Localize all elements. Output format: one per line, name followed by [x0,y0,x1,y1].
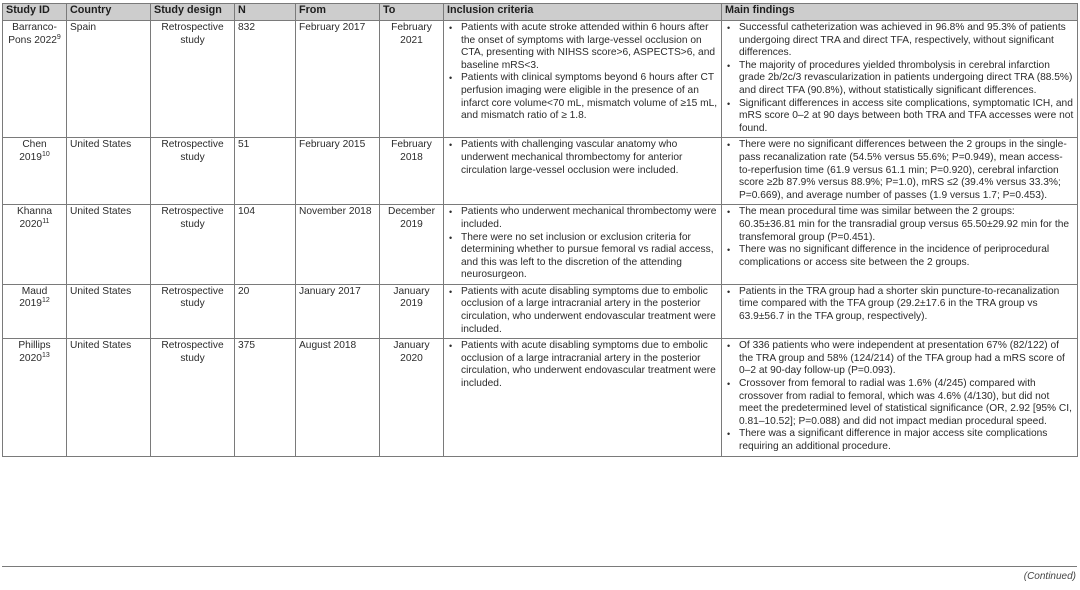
cell-main-findings [722,21,1078,138]
bullet-icon: • [727,207,731,218]
study-id-reference: 9 [56,33,61,41]
cell-from: February 2017 [296,21,380,138]
cell-inclusion-criteria-list [447,286,718,336]
inclusion-item [447,72,718,122]
header-main-findings: Main findings [722,4,1078,21]
study-id-text: Maud 2019 [19,285,48,310]
cell-study-id [3,205,67,285]
bullet-icon: • [449,207,453,218]
table-row [3,138,1078,205]
cell-study-id [3,138,67,205]
cell-inclusion-criteria [444,205,722,285]
bullet-icon: • [449,341,453,352]
finding-item-text: There was a significant difference in major access site complications requiring an additional procedure. [739,428,1048,452]
cell-main-findings [722,339,1078,456]
finding-item-text: Successful catheterization was achieved in 96.8% and 95.3% of patients undergoing direct TRA and direct TFA, respectively, without significant differences. [739,22,1066,59]
cell-main-findings [722,138,1078,205]
cell-from: February 2015 [296,138,380,205]
bullet-icon: • [727,23,731,33]
study-id-text: Chen 2019 [19,139,47,163]
cell-study-id [3,21,67,138]
study-id-reference: 11 [42,217,50,225]
finding-item [725,98,1074,136]
inclusion-item-text: Patients who underwent mechanical thrombectomy were included. [461,206,717,230]
bullet-icon: • [727,60,731,71]
cell-n: 51 [235,138,296,205]
cell-country: United States [67,205,151,285]
header-to: To [380,4,444,21]
finding-item-text: Of 336 patients who were independent at presentation 67% (82/122) of the TRA group and 58% (124/214) of the TFA group had a mRS score of 0–2 at 90-day follow-up (P=0.093). [739,340,1065,377]
continued-note: (Continued) [1023,571,1076,582]
finding-item [725,244,1074,269]
finding-item-text: The mean procedural time was similar between the 2 groups: 60.35±36.81 min for the transradial group versus 65.50±29.92 min for the transfemoral group (P=0.451). [739,206,1070,243]
finding-item-text: The majority of procedures yielded thrombolysis in cerebral infarction grade 2b/2c/3 revascularization in patients undergoing direct TRA (88.5%) and direct TFA (90.8%), without statistically significant differences. [739,59,1073,96]
study-id-reference: 12 [41,297,50,305]
bullet-icon: • [727,140,731,151]
cell-n: 832 [235,21,296,138]
header-country: Country [67,4,151,21]
inclusion-item [447,22,718,72]
finding-item [725,340,1074,378]
bullet-icon: • [727,98,731,109]
cell-from: November 2018 [296,205,380,285]
inclusion-item-text: Patients with clinical symptoms beyond 6 hours after CT perfusion imaging were eligible in the presence of an infarct core volume<70 mL, mismatch volume of ≥15 mL, and mismatch ratio of ≥ 1.8. [461,72,718,122]
table-row [3,284,1078,338]
inclusion-item-text: There were no set inclusion or exclusion criteria for determining whether to pursue femoral vs radial access, and this was left to the discretion of the attending neurosurgeon. [461,231,714,281]
inclusion-item-text: Patients with challenging vascular anatomy who underwent mechanical thrombectomy for anterior circulation large-vessel occlusion were included. [461,139,683,176]
cell-inclusion-criteria-list [447,206,718,282]
cell-country: United States [67,339,151,456]
finding-item [725,60,1074,98]
header-n: N [235,4,296,21]
study-id-reference: 13 [41,351,50,359]
cell-to: February 2021 [380,21,444,138]
header-study-id: Study ID [3,4,67,21]
finding-item [725,139,1074,202]
bullet-icon: • [727,341,731,352]
inclusion-item [447,139,718,177]
cell-country: United States [67,138,151,205]
cell-from: August 2018 [296,339,380,456]
inclusion-item [447,232,718,282]
bullet-icon: • [727,286,731,297]
finding-item [725,378,1074,428]
inclusion-item-text: Patients with acute stroke attended within 6 hours after the onset of symptoms with large-vessel occlusion on CTA, presenting with NIHSS score>6, ASPECTS>6, and baseline mRS<3. [461,22,716,71]
cell-study-design: Retrospective study [151,138,235,205]
cell-country: Spain [67,21,151,138]
study-id-reference: 10 [41,150,50,158]
finding-item-text: There was no significant difference in the incidence of periprocedural complications or access site between the 2 groups. [739,244,1050,268]
table-row [3,205,1078,285]
finding-item [725,286,1074,324]
finding-item [725,206,1074,244]
table-row [3,339,1078,456]
cell-to: January 2019 [380,284,444,338]
header-from: From [296,4,380,21]
study-id-text: Phillips 2020 [18,340,51,364]
cell-study-id [3,339,67,456]
header-inclusion-criteria: Inclusion criteria [444,4,722,21]
studies-table [2,3,1078,457]
bullet-icon: • [449,232,453,243]
cell-inclusion-criteria-list [447,139,718,177]
cell-main-findings [722,205,1078,285]
cell-inclusion-criteria [444,138,722,205]
inclusion-item-text: Patients with acute disabling symptoms due to embolic occlusion of a large intracranial artery in the posterior circulation, who underwent endovascular treatment were included. [461,285,716,335]
finding-item [725,428,1074,453]
cell-main-findings-list [725,340,1074,453]
cell-to: January 2020 [380,339,444,456]
cell-study-design: Retrospective study [151,339,235,456]
cell-from: January 2017 [296,284,380,338]
header-row [3,4,1078,21]
cell-study-id [3,284,67,338]
study-id-text: Barranco-Pons 2022 [8,22,57,46]
cell-inclusion-criteria [444,339,722,456]
table-row [3,21,1078,138]
table-body [3,21,1078,457]
cell-main-findings-list [725,22,1074,135]
cell-main-findings [722,284,1078,338]
header-study-design: Study design [151,4,235,21]
bullet-icon: • [449,23,453,33]
cell-main-findings-list [725,206,1074,269]
cell-study-design: Retrospective study [151,284,235,338]
bullet-icon: • [727,429,731,440]
cell-n: 375 [235,339,296,456]
cell-inclusion-criteria-list [447,22,718,123]
cell-inclusion-criteria-list [447,340,718,390]
cell-main-findings-list [725,286,1074,324]
table-bottom-rule [2,566,1077,567]
cell-n: 20 [235,284,296,338]
cell-to: December 2019 [380,205,444,285]
cell-study-design: Retrospective study [151,205,235,285]
study-id-text: Khanna 2020 [16,206,53,230]
inclusion-item-text: Patients with acute disabling symptoms due to embolic occlusion of a large intracranial artery in the posterior circulation, who underwent endovascular treatment were included. [461,340,716,390]
bullet-icon: • [449,73,453,84]
bullet-icon: • [727,379,731,390]
cell-n: 104 [235,205,296,285]
cell-inclusion-criteria [444,284,722,338]
table-header [3,4,1078,21]
finding-item-text: Patients in the TRA group had a shorter skin puncture-to-recanalization time compared with the TFA group (29.2±17.6 in the TRA group vs 63.9±56.7 in the TFA group, respectively). [739,285,1060,323]
finding-item-text: Significant differences in access site complications, symptomatic ICH, and mRS score 0–2 at 90 days between both TRA and TFA accesses were not found. [739,97,1074,134]
bullet-icon: • [449,140,453,151]
inclusion-item [447,340,718,390]
finding-item-text: Crossover from femoral to radial was 1.6% (4/245) compared with crossover from radial to femoral, which was 4.6% (4/130), but did not meet the predetermined level of statistical significance (OR, 2.92 [95% CI, 0.81–10.52]; P=0.088) and did not impact median procedural speed. [739,378,1072,427]
bullet-icon: • [727,245,731,256]
cell-inclusion-criteria [444,21,722,138]
cell-to: February 2018 [380,138,444,205]
finding-item-text: There were no significant differences between the 2 groups in the single-pass recanalization rate (54.5% versus 55.6%; P=0.949), mean access-to-reperfusion time (61.9 versus 61.1 min; P=0.920), cerebral infarction score ≥2b 87.9% versus 88.9%; P=1.0), mRS ≤2 (39.4% versus 33.3%; P=0.669), and average number of passes (1.9 versus 1.7; P=0.453). [739,139,1067,201]
cell-study-design: Retrospective study [151,21,235,138]
inclusion-item [447,206,718,231]
inclusion-item [447,286,718,336]
finding-item [725,22,1074,60]
cell-country: United States [67,284,151,338]
cell-main-findings-list [725,139,1074,202]
bullet-icon: • [449,286,453,297]
